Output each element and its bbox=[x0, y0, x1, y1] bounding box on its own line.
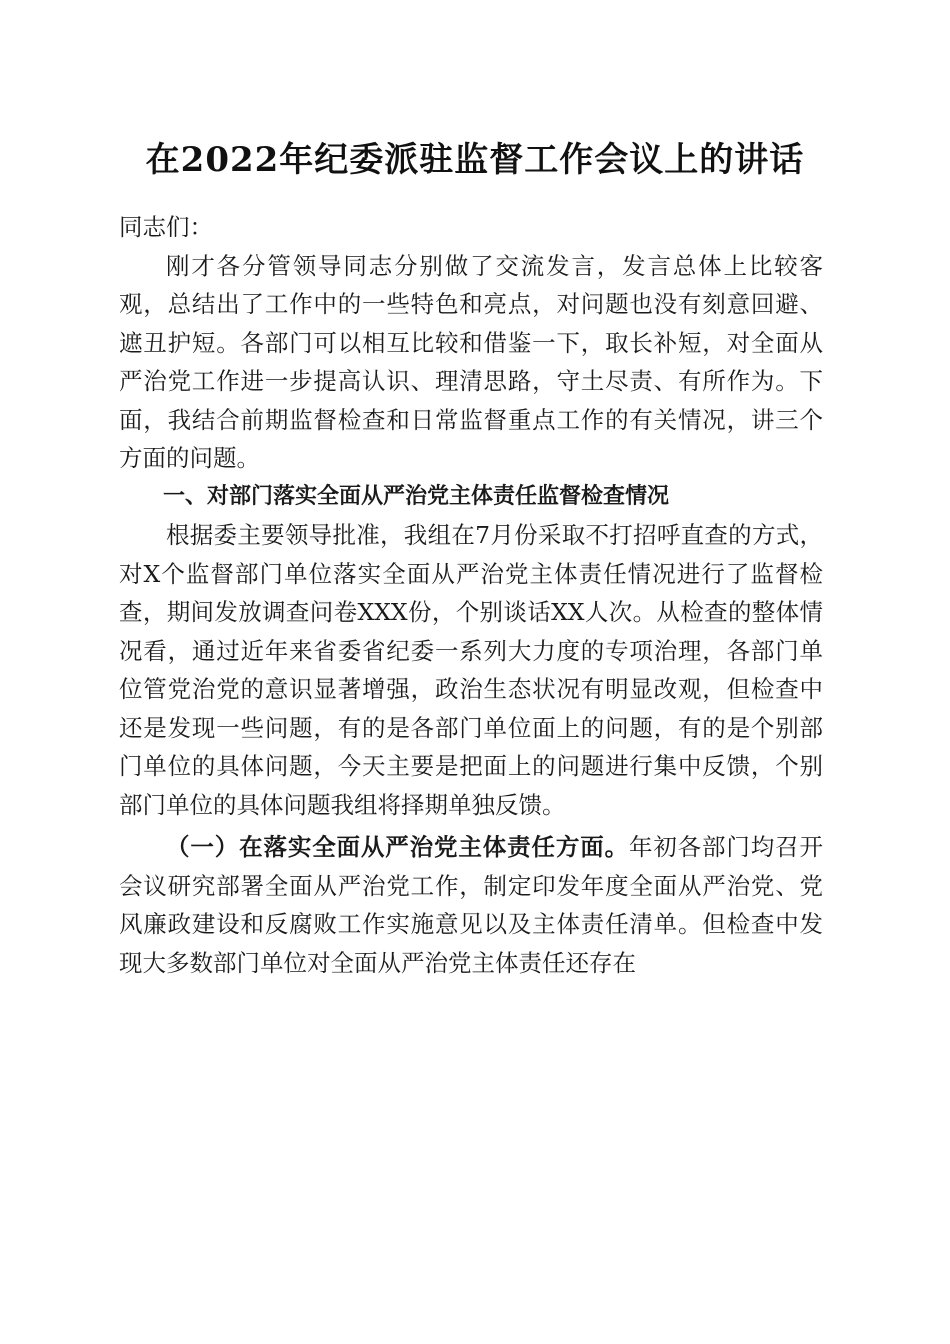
paragraph-intro: 刚才各分管领导同志分别做了交流发言，发言总体上比较客观，总结出了工作中的一些特色和亮点，对问题也没有刻意回避、遮丑护短。各部门可以相互比较和借鉴一下，取长补短，对全面从严治党工作进一步提高认识、理清思路，守土尽责、有所作为。下面，我结合前期监督检查和日常监督重点工作的有关情况，讲三个方面的问题。 bbox=[119, 251, 823, 472]
document-body bbox=[119, 208, 823, 982]
section-heading-1: 一、对部门落实全面从严治党主体责任监督检查情况 bbox=[163, 483, 670, 509]
salutation: 同志们： bbox=[119, 213, 213, 241]
subsection-heading-1: （一）在落实全面从严治党主体责任方面。 bbox=[166, 833, 629, 861]
paragraph-subsection-1 bbox=[119, 828, 823, 982]
subsection-text-1: 年初各部门均召开会议研究部署全面从严治党工作，制定印发年度全面从严治党、党风廉政建设和反腐败工作实施意见以及主体责任清单。但检查中发现大多数部门单位对全面从严治党主体责任还存在 bbox=[119, 833, 824, 977]
document-title: 在2022年纪委派驻监督工作会议上的讲话 bbox=[145, 140, 805, 180]
paragraph-inspection: 根据委主要领导批准，我组在7月份采取不打招呼直查的方式，对X个监督部门单位落实全面从严治党主体责任情况进行了监督检查，期间发放调查问卷XXX份，个别谈话XX人次。从检查的整体情况看，通过近年来省委省纪委一系列大力度的专项治理，各部门单位管党治党的意识显著增强，政治生态状况有明显改观，但检查中还是发现一些问题，有的是各部门单位面上的问题，有的是个别部门单位的具体问题，今天主要是把面上的问题进行集中反馈，个别部门单位的具体问题我组将择期单独反馈。 bbox=[119, 521, 823, 819]
